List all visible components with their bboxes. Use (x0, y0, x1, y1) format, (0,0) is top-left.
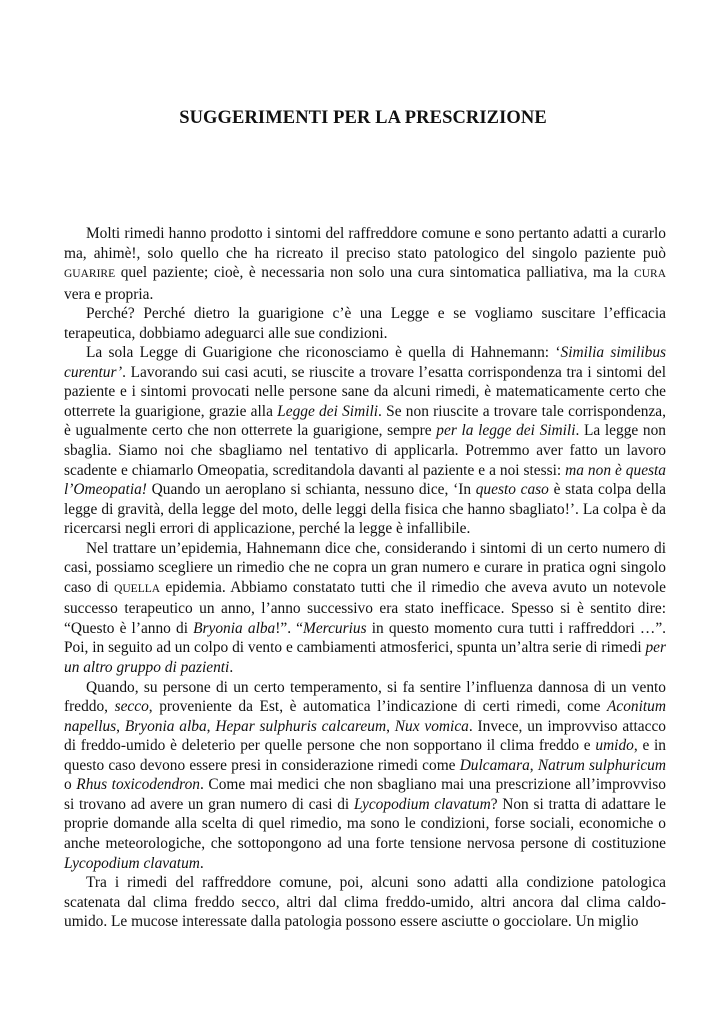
text-run: , (116, 717, 125, 735)
italic-text: per la legge dei Simili (436, 422, 576, 440)
paragraph (64, 873, 666, 932)
italic-text: Nux vomica (394, 717, 469, 735)
italic-text: Mercurius (303, 619, 367, 637)
text-run: . La legge non sbaglia. Siamo noi che sbagliamo nel tentativo di applicarla. Potremmo aver fatto un lavoro scadente e chiamarlo Omeopatia, screditandola davanti al paziente e a noi stessi: (64, 422, 666, 479)
italic-text: Natrum sulphuricum (537, 756, 666, 774)
italic-text: umido (595, 737, 634, 755)
small-caps-text: CURA (634, 268, 666, 281)
italic-text: Similia similibus curentur’ (64, 344, 667, 381)
small-caps-text: QUELLA (114, 582, 161, 595)
italic-text: per un altro gruppo di pazienti (64, 639, 666, 677)
small-caps-text: GUARIRE (64, 268, 116, 281)
page-title: SUGGERIMENTI PER LA PRESCRIZIONE (179, 108, 547, 128)
italic-text: Lycopodium clavatum (64, 854, 200, 872)
text-run: Nel trattare un’epidemia, Hahnemann dice che, considerando i sintomi di un certo numero di casi, possiamo scegliere un rimedio che ne copra un gran numero e curare in pratica ogni singolo caso di (64, 539, 666, 596)
paragraph (64, 304, 666, 343)
italic-text: Aconitum napellus (64, 698, 666, 735)
text-run: . Lavorando sui casi acuti, se riuscite a trovare l’esatta corrispondenza tra i sintomi del paziente e i sintomi provocati nelle persone sane da alcuni rimedi, è matematicamente certo che otterrete la guarigione, grazie alla (64, 363, 666, 420)
text-run: Tra i rimedi del raffreddore comune, poi, alcuni sono adatti alla condizione patologica scatenata dal clima freddo secco, altri dal clima freddo-umido, altri ancora dal clima caldo-umido. Le mucose interessate dalla patologia possono essere asciutte o gocciolare. Un miglio (64, 874, 666, 931)
italic-text: Legge dei Simili (277, 402, 379, 420)
text-run: La sola Legge di Guarigione che riconosciamo è quella di Hahnemann: ‘ (86, 344, 561, 362)
text-run: ? Non si tratta di adattare le proprie domande alla scelta di quel rimedio, ma sono le condizioni, forse sociali, economiche o anche meteorologiche, che sottopongono ad una forte tensione nervosa persone di costituzione (64, 795, 666, 852)
text-run: . Invece, un improvviso attacco di freddo-umido è deleterio per quelle persone che non sopportano il clima freddo e (64, 717, 666, 755)
italic-text: Lycopodium clavatum (353, 795, 491, 813)
text-run: !”. “ (275, 619, 304, 637)
text-run: epidemia. Abbiamo constatato tutti che il rimedio che aveva avuto un notevole successo terapeutico un anno, l’anno successivo era stato inefficace. Spesso si è sentito dire: “Questo è l’anno di (64, 578, 666, 637)
text-run: , (529, 756, 538, 774)
paragraph (64, 678, 666, 873)
italic-text: ma non è questa l’Omeopatia! (64, 461, 666, 499)
italic-text: Bryonia alba (124, 717, 207, 735)
text-run: vera e propria. (64, 285, 154, 303)
italic-text: Rhus toxicodendron (76, 776, 200, 794)
text-run: Quando un aeroplano si schianta, nessuno dice, ‘In (146, 481, 476, 499)
text-run: Molti rimedi hanno prodotto i sintomi del raffreddore comune e sono pertanto adatti a curarlo ma, ahimè!, solo quello che ha ricreato il preciso stato patologico del singolo paziente può (64, 225, 666, 262)
text-run: , proveniente da Est, è automatica l’indicazione di certi rimedi, come (148, 698, 607, 716)
text-run: , e in questo caso devono essere presi in considerazione rimedi come (64, 737, 666, 774)
paragraph (64, 539, 666, 678)
text-run: , (206, 717, 216, 735)
italic-text: Bryonia alba (193, 619, 276, 637)
text-run: in questo momento cura tutti i raffreddori …”. Poi, in seguito ad un colpo di vento e cambiamenti atmosferici, spunta un’altra serie di rimedi (64, 619, 666, 657)
text-run: . (229, 659, 234, 677)
text-run: . (199, 854, 204, 872)
text-run: quel paziente; cioè, è necessaria non solo una cura sintomatica palliativa, ma la (115, 264, 635, 282)
text-run: . Come mai medici che non sbagliano mai una prescrizione all’improvviso si trovano ad avere un gran numero di casi di (64, 776, 666, 813)
text-run: , (386, 717, 395, 735)
paragraph (64, 224, 666, 304)
body-text (64, 224, 666, 932)
italic-text: questo caso (475, 481, 549, 499)
paragraph (64, 343, 666, 538)
italic-text: Hepar sulphuris calcareum (215, 717, 387, 735)
text-run: o (64, 776, 77, 794)
text-run: Quando, su persone di un certo temperamento, si fa sentire l’influenza dannosa di un vento freddo, (64, 678, 666, 716)
text-run: . Se non riuscite a trovare tale corrispondenza, è ugualmente certo che non otterrete la guarigione, sempre (64, 402, 666, 440)
text-run: è stata colpa della legge di gravità, della legge del moto, delle leggi della fisica che hanno sbagliato!’. La colpa è da ricercarsi negli errori di applicazione, perché la legge è infallibile. (64, 481, 667, 538)
italic-text: Dulcamara (459, 756, 530, 774)
italic-text: secco (114, 698, 149, 716)
text-run: Perché? Perché dietro la guarigione c’è una Legge e se vogliamo suscitare l’efficacia terapeutica, dobbiamo adeguarci alle sue condizioni. (64, 305, 666, 342)
